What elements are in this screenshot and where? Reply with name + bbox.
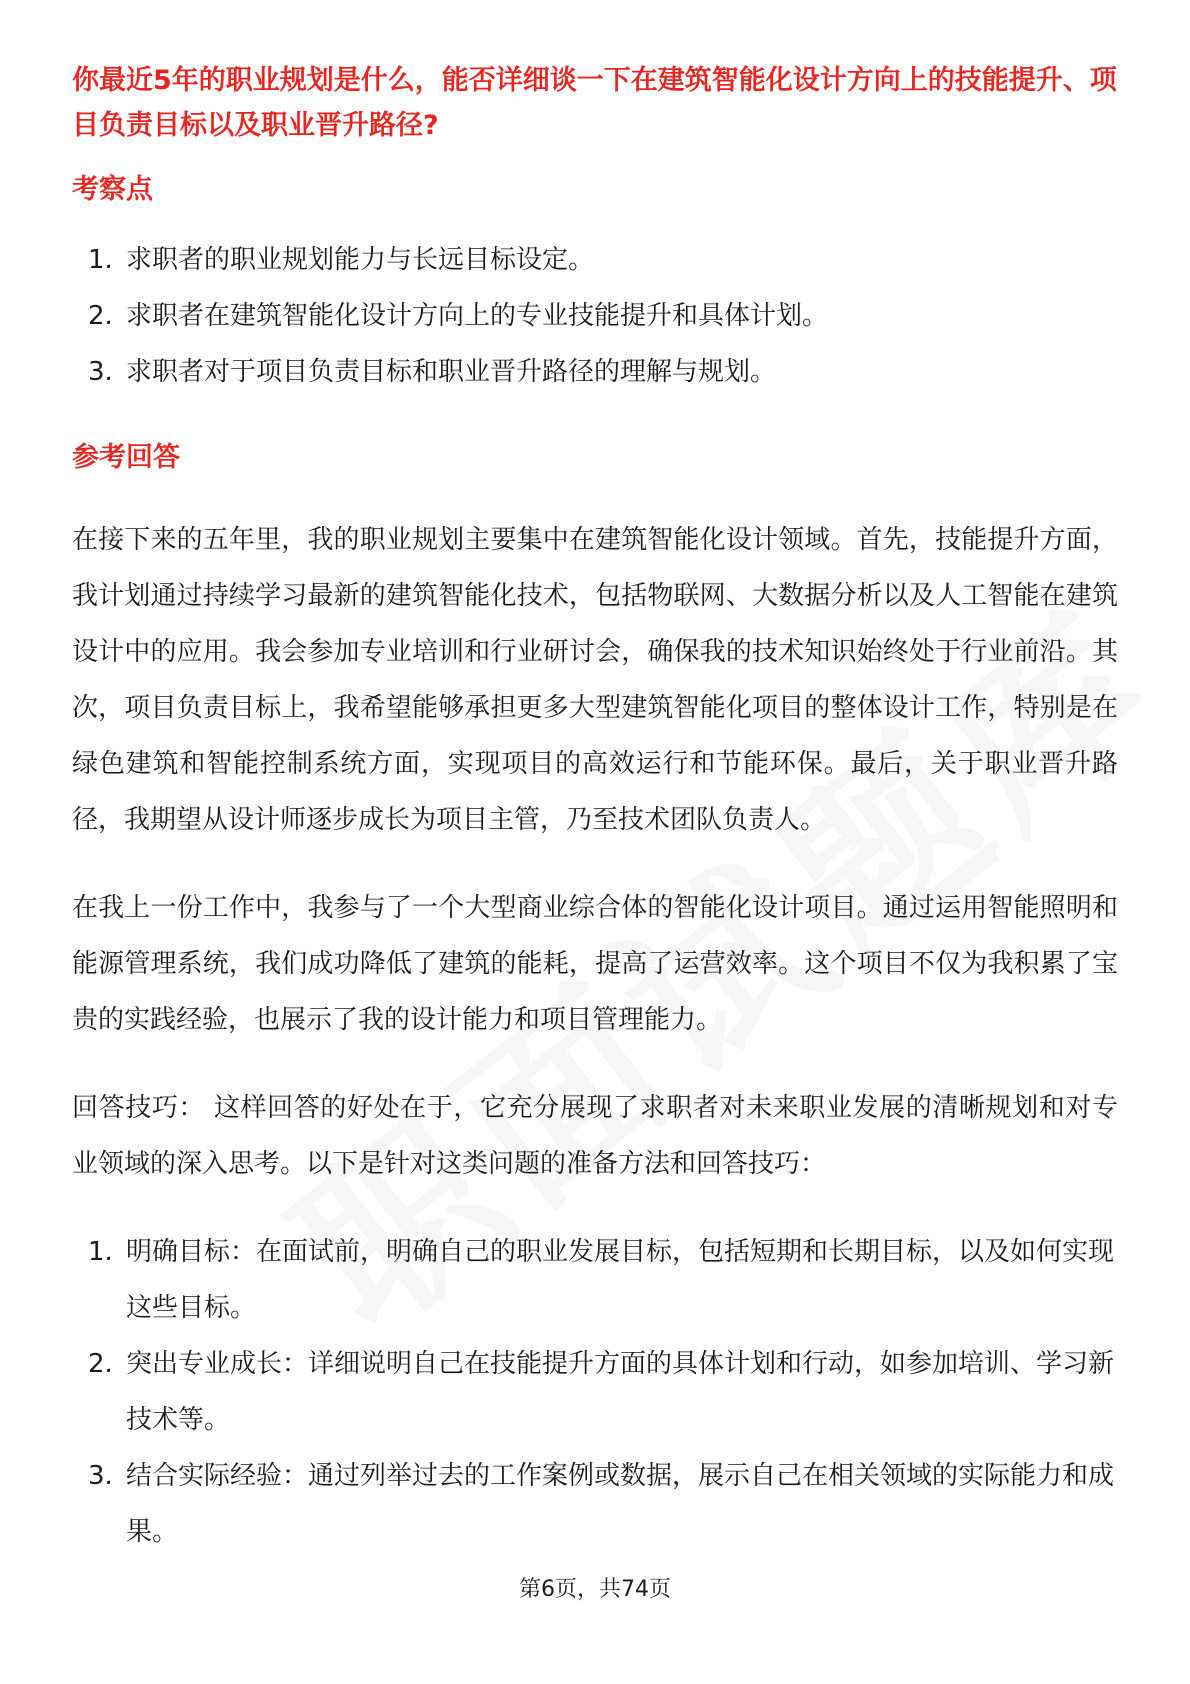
page-footer: 第6页，共74页 — [519, 1577, 671, 1602]
points-list — [72, 232, 1118, 400]
list-text: 求职者在建筑智能化设计方向上的专业技能提升和具体计划。 — [126, 301, 829, 331]
answer-paragraph: 在接下来的五年里，我的职业规划主要集中在建筑智能化设计领域。首先，技能提升方面，我计划通过持续学习最新的建筑智能化技术，包括物联网、大数据分析以及人工智能在建筑设计中的应用。我会参加专业培训和行业研讨会，确保我的技术知识始终处于行业前沿。其次，项目负责目标上，我希望能够承担更多大型建筑智能化项目的整体设计工作，特别是在绿色建筑和智能控制系统方面，实现项目的高效运行和节能环保。最后，关于职业晋升路径，我期望从设计师逐步成长为项目主管，乃至技术团队负责人。 — [72, 525, 1118, 835]
list-item — [72, 232, 1118, 288]
list-item — [72, 1224, 1118, 1336]
answer-paragraph: 在我上一份工作中，我参与了一个大型商业综合体的智能化设计项目。通过运用智能照明和能源管理系统，我们成功降低了建筑的能耗，提高了运营效率。这个项目不仅为我积累了宝贵的实践经验，也展示了我的设计能力和项目管理能力。 — [72, 893, 1118, 1035]
list-item — [72, 1448, 1118, 1560]
list-number: 2. — [88, 1349, 113, 1379]
question-title: 你最近5年的职业规划是什么，能否详细谈一下在建筑智能化设计方向上的技能提升、项目负责目标以及职业晋升路径? — [72, 65, 1117, 141]
tips-list — [72, 1224, 1118, 1560]
answer-heading: 参考回答 — [72, 442, 180, 473]
list-text: 明确目标：在面试前，明确自己的职业发展目标，包括短期和长期目标，以及如何实现这些目标。 — [126, 1237, 1115, 1323]
tips-intro-paragraph: 回答技巧： 这样回答的好处在于，它充分展现了求职者对未来职业发展的清晰规划和对专业领域的深入思考。以下是针对这类问题的准备方法和回答技巧： — [72, 1093, 1118, 1179]
list-number: 3. — [88, 357, 113, 387]
list-text: 突出专业成长：详细说明自己在技能提升方面的具体计划和行动，如参加培训、学习新技术等。 — [126, 1349, 1115, 1435]
list-number: 1. — [88, 1237, 113, 1267]
list-item — [72, 1336, 1118, 1448]
list-number: 1. — [88, 245, 113, 275]
list-text: 结合实际经验：通过列举过去的工作案例或数据，展示自己在相关领域的实际能力和成果。 — [126, 1461, 1115, 1547]
list-text: 求职者对于项目负责目标和职业晋升路径的理解与规划。 — [126, 357, 777, 387]
list-number: 2. — [88, 301, 113, 331]
list-item — [72, 344, 1118, 400]
list-item — [72, 288, 1118, 344]
points-heading: 考察点 — [72, 174, 153, 205]
list-text: 求职者的职业规划能力与长远目标设定。 — [126, 245, 595, 275]
list-number: 3. — [88, 1461, 113, 1491]
